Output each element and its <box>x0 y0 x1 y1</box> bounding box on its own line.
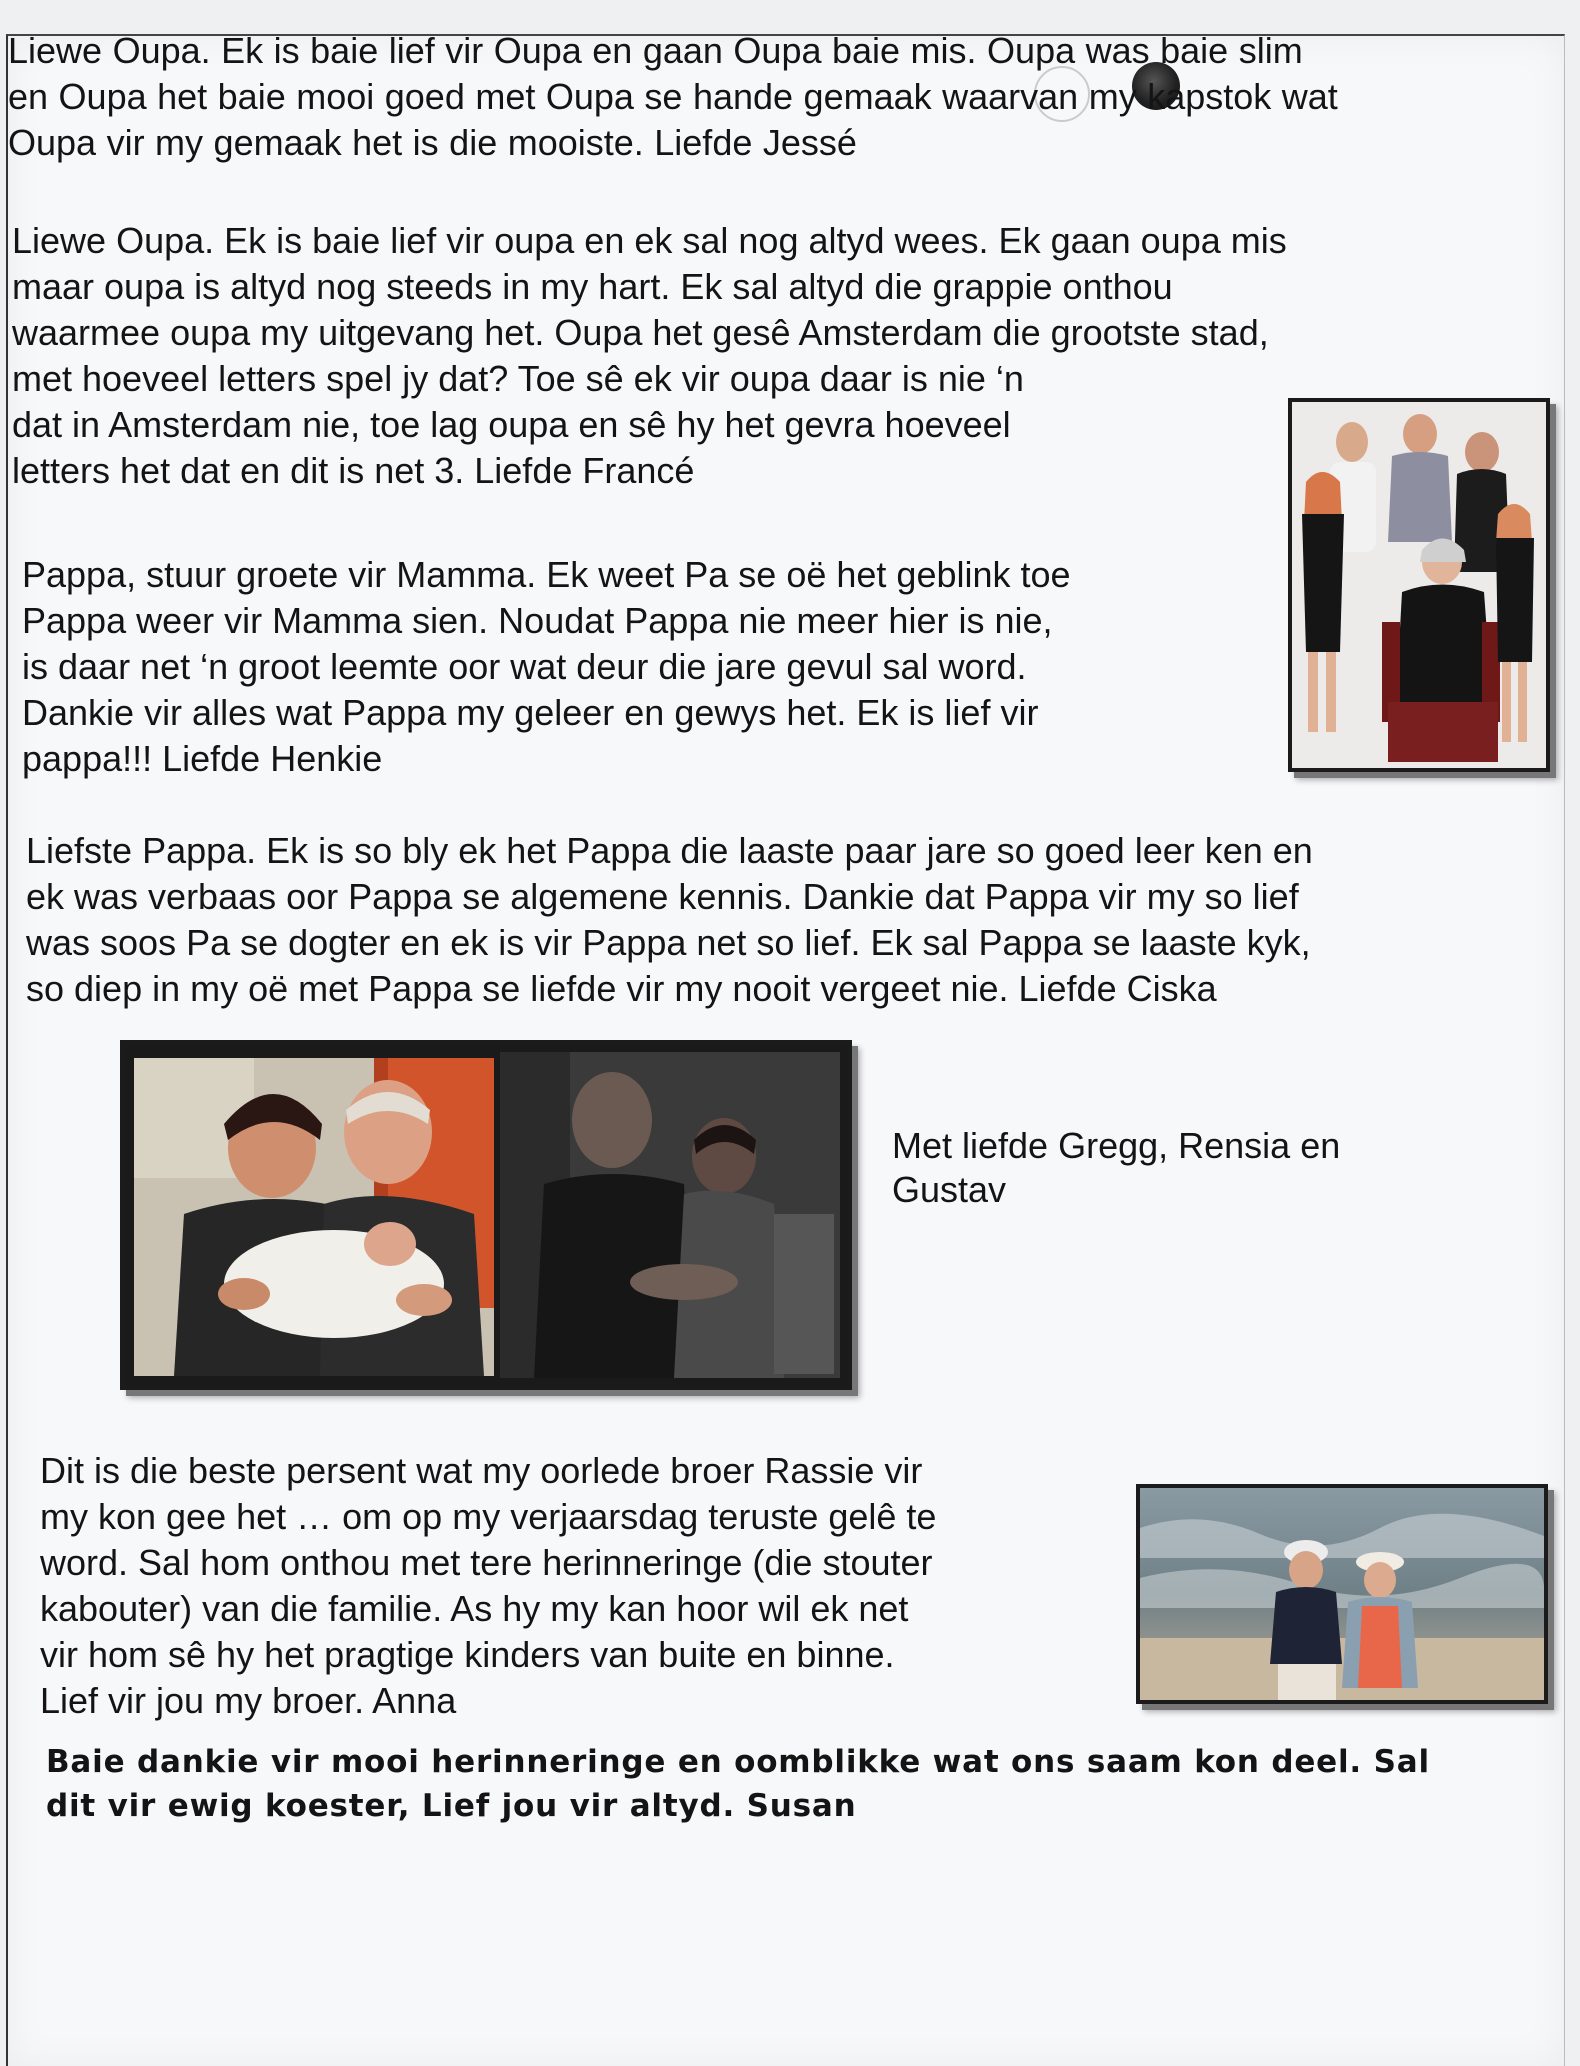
family-group-photo <box>1288 398 1550 772</box>
family-group-image <box>1292 402 1546 768</box>
letter-henkie: Pappa, stuur groete vir Mamma. Ek weet Pa se oë het geblink toe Pappa weer vir Mamma sien. Noudat Pappa nie meer hier is nie, is daar net ‘n groot leemte oor wat deur die jare gevul sal word. Dankie vir alles wat Pappa my geleer en gewys het. Ek is lief vir pappa!!! Liefde Henkie <box>22 554 1071 779</box>
letter-susan: Baie dankie vir mooi herinneringe en oomblikke wat ons saam kon deel. Sal dit vir ewig koester, Lief jou vir altyd. Susan <box>46 1744 1430 1824</box>
photo-pair-image <box>124 1044 848 1386</box>
photo-caption: Met liefde Gregg, Rensia en Gustav <box>892 1125 1341 1210</box>
two-women-at-beach-photo <box>1136 1484 1548 1704</box>
letter-jesse: Liewe Oupa. Ek is baie lief vir Oupa en gaan Oupa baie mis. Oupa was baie slim en Oupa het baie mooi goed met Oupa se hande gemaak waarvan my kapstok wat Oupa vir my gemaak het is die mooiste. Liefde Jessé <box>8 30 1338 163</box>
photo-pair-frame <box>120 1040 852 1390</box>
letter-anna: Dit is die beste persent wat my oorlede broer Rassie vir my kon gee het … om op my verjaarsdag teruste gelê te word. Sal hom onthou met tere herinneringe (die stouter kabouter) van die familie. As hy my kan hoor wil ek net vir hom sê hy het pragtige kinders van buite en binne. Lief vir jou my broer. Anna <box>40 1450 937 1721</box>
letter-france: Liewe Oupa. Ek is baie lief vir oupa en ek sal nog altyd wees. Ek gaan oupa mis maar oupa is altyd nog steeds in my hart. Ek sal altyd die grappie onthou waarmee oupa my uitgevang het. Oupa het gesê Amsterdam die grootste stad, met hoeveel letters spel jy dat? Toe sê ek vir oupa daar is nie ‘n dat in Amsterdam nie, toe lag oupa en sê hy het gevra hoeveel letters het dat en dit is net 3. Liefde Francé <box>12 220 1287 491</box>
grandparents-with-baby-photo <box>134 1058 494 1376</box>
beach-image <box>1140 1488 1544 1700</box>
letter-ciska: Liefste Pappa. Ek is so bly ek het Pappa die laaste paar jare so goed leer ken en ek was verbaas oor Pappa se algemene kennis. Dankie dat Pappa vir my so lief was soos Pa se dogter en ek is vir Pappa net so lief. Ek sal Pappa se laaste kyk, so diep in my oë met Pappa se liefde vir my nooit vergeet nie. Liefde Ciska <box>26 830 1313 1009</box>
grandfather-with-child-photo <box>500 1052 840 1378</box>
